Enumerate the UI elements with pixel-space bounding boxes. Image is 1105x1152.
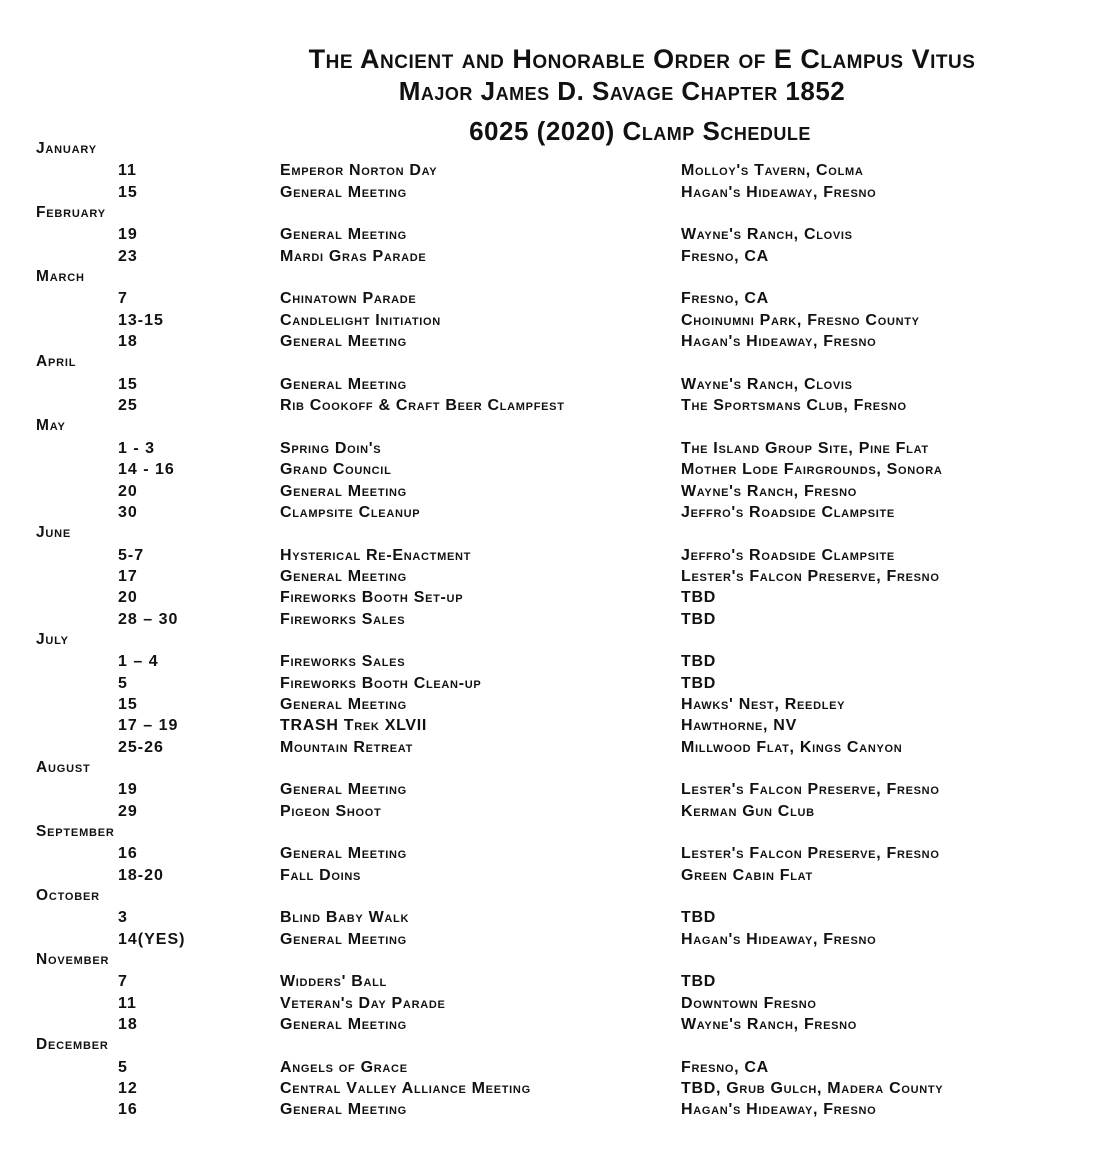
event-name: General Meeting [280,183,407,201]
event-name: General Meeting [280,1101,407,1119]
month-heading: December [36,1036,109,1054]
event-location: The Island Group Site, Pine Flat [681,439,929,457]
event-date: 25-26 [118,738,164,756]
event-row [0,330,1105,351]
event-row [0,309,1105,330]
event-name: Fireworks Sales [280,610,406,628]
event-row [0,586,1105,607]
event-name: Candlelight Initiation [280,311,441,329]
month-heading: March [36,268,85,286]
event-location: Downtown Fresno [681,994,817,1012]
event-location: Wayne's Ranch, Fresno [681,1016,858,1034]
event-name: General Meeting [280,845,407,863]
event-date: 25 [118,397,138,415]
month-heading: January [36,140,97,157]
event-date: 14(YES) [118,930,186,948]
event-location: Fresno, CA [681,1058,769,1076]
event-name: Mardi Gras Parade [280,247,427,265]
event-location: Hawks' Nest, Reedley [681,695,846,713]
event-location: The Sportsmans Club, Fresno [681,397,907,415]
event-date: 15 [118,695,138,713]
event-date: 5 [118,1058,128,1076]
event-location: Hagan's Hideaway, Fresno [681,183,877,201]
event-name: Hysterical Re-Enactment [280,546,472,564]
event-row [0,394,1105,415]
event-row [0,1077,1105,1098]
event-date: 1 – 4 [118,653,159,671]
event-location: TBD [681,610,716,628]
event-row [0,992,1105,1013]
month-heading: February [36,204,106,222]
event-location: TBD [681,589,716,607]
month-heading: May [36,417,66,435]
event-date: 14 - 16 [118,461,175,479]
event-location: Jeffro's Roadside Clampsite [681,546,895,564]
event-location: TBD, Grub Gulch, Madera County [681,1080,944,1098]
month-heading: April [36,353,77,371]
event-row [0,608,1105,629]
event-name: General Meeting [280,1016,407,1034]
event-date: 11 [118,162,137,180]
event-row [0,1098,1105,1119]
event-row [0,693,1105,714]
event-location: TBD [681,653,716,671]
event-name: Clampsite Cleanup [280,503,421,521]
event-row [0,672,1105,693]
event-date: 7 [118,290,128,308]
event-row [0,159,1105,180]
event-row [0,480,1105,501]
event-name: Emperor Norton Day [280,162,438,180]
event-name: Central Valley Alliance Meeting [280,1080,531,1098]
event-row [0,373,1105,394]
event-row [0,928,1105,949]
event-location: Lester's Falcon Preserve, Fresno [681,567,940,585]
event-row [0,458,1105,479]
event-row [0,437,1105,458]
event-name: Veteran's Day Parade [280,994,446,1012]
event-date: 30 [118,503,138,521]
event-location: Hagan's Hideaway, Fresno [681,1101,877,1119]
event-row [0,544,1105,565]
event-location: Kerman Gun Club [681,802,815,820]
event-location: Wayne's Ranch, Clovis [681,375,853,393]
event-location: Hagan's Hideaway, Fresno [681,333,877,351]
event-location: TBD [681,909,716,927]
event-name: General Meeting [280,482,407,500]
month-heading: June [36,524,72,542]
event-name: Fireworks Sales [280,653,406,671]
event-date: 15 [118,375,138,393]
event-date: 17 [118,567,138,585]
event-row [0,650,1105,671]
event-date: 16 [118,1101,138,1119]
event-row [0,800,1105,821]
event-name: Grand Council [280,461,392,479]
event-location: Lester's Falcon Preserve, Fresno [681,781,940,799]
event-name: Blind Baby Walk [280,909,410,927]
event-date: 5 [118,674,128,692]
month-heading: November [36,951,110,969]
event-date: 18 [118,1016,138,1034]
event-name: Fireworks Booth Clean-up [280,674,482,692]
event-location: TBD [681,973,716,991]
event-location: Wayne's Ranch, Fresno [681,482,858,500]
event-location: Molloy's Tavern, Colma [681,162,864,180]
event-location: Jeffro's Roadside Clampsite [681,503,895,521]
event-location: Choinumni Park, Fresno County [681,311,920,329]
event-name: General Meeting [280,226,407,244]
chapter-title: Major James D. Savage Chapter 1852 [398,76,846,106]
event-row [0,1013,1105,1034]
event-date: 19 [118,781,138,799]
event-name: Fall Doins [280,866,362,884]
event-location: Hagan's Hideaway, Fresno [681,930,877,948]
event-name: General Meeting [280,375,407,393]
event-name: General Meeting [280,567,407,585]
schedule-title: 6025 (2020) Clamp Schedule [469,116,811,146]
event-row [0,970,1105,991]
event-location: Millwood Flat, Kings Canyon [681,738,903,756]
event-location: Lester's Falcon Preserve, Fresno [681,845,940,863]
event-row [0,842,1105,863]
event-name: Rib Cookoff & Craft Beer Clampfest [280,397,565,415]
event-row [0,565,1105,586]
event-row [0,1056,1105,1077]
event-row [0,287,1105,308]
event-date: 16 [118,845,138,863]
event-name: General Meeting [280,781,407,799]
event-row [0,864,1105,885]
event-date: 17 – 19 [118,717,179,735]
event-date: 11 [118,994,137,1012]
event-location: Fresno, CA [681,290,769,308]
schedule-list [0,138,1105,1120]
event-name: TRASH Trek XLVII [280,717,428,735]
event-name: Widders' Ball [280,973,387,991]
event-name: Angels of Grace [280,1058,408,1076]
event-date: 20 [118,589,138,607]
event-location: TBD [681,674,716,692]
event-row [0,714,1105,735]
event-date: 1 - 3 [118,439,156,457]
month-heading: July [36,630,69,648]
event-date: 5-7 [118,546,145,564]
event-name: General Meeting [280,695,407,713]
event-date: 23 [118,247,138,265]
event-row [0,245,1105,266]
event-date: 18-20 [118,866,164,884]
event-row [0,736,1105,757]
event-row [0,906,1105,927]
event-name: Fireworks Booth Set-up [280,589,464,607]
event-name: General Meeting [280,333,407,351]
event-location: Green Cabin Flat [681,866,813,884]
event-date: 19 [118,226,138,244]
event-name: Mountain Retreat [280,738,414,756]
event-name: Spring Doin's [280,439,382,457]
event-date: 13-15 [118,311,164,329]
event-row [0,223,1105,244]
event-row [0,778,1105,799]
event-date: 3 [118,909,128,927]
event-location: Fresno, CA [681,247,769,265]
event-location: Wayne's Ranch, Clovis [681,226,853,244]
event-date: 29 [118,802,138,820]
month-heading: October [36,887,100,905]
event-location: Mother Lode Fairgrounds, Sonora [681,461,943,479]
event-date: 7 [118,973,128,991]
event-name: Chinatown Parade [280,290,417,308]
event-date: 15 [118,183,138,201]
event-date: 18 [118,333,138,351]
event-date: 12 [118,1080,138,1098]
month-heading: September [36,823,115,840]
event-date: 20 [118,482,138,500]
organization-title: The Ancient and Honorable Order of E Clampus Vitus [308,44,976,74]
event-location: Hawthorne, NV [681,717,797,735]
event-name: Pigeon Shoot [280,802,382,820]
event-name: General Meeting [280,930,407,948]
event-date: 28 – 30 [118,610,179,628]
event-row [0,501,1105,522]
event-row [0,181,1105,202]
month-heading: August [36,758,91,776]
